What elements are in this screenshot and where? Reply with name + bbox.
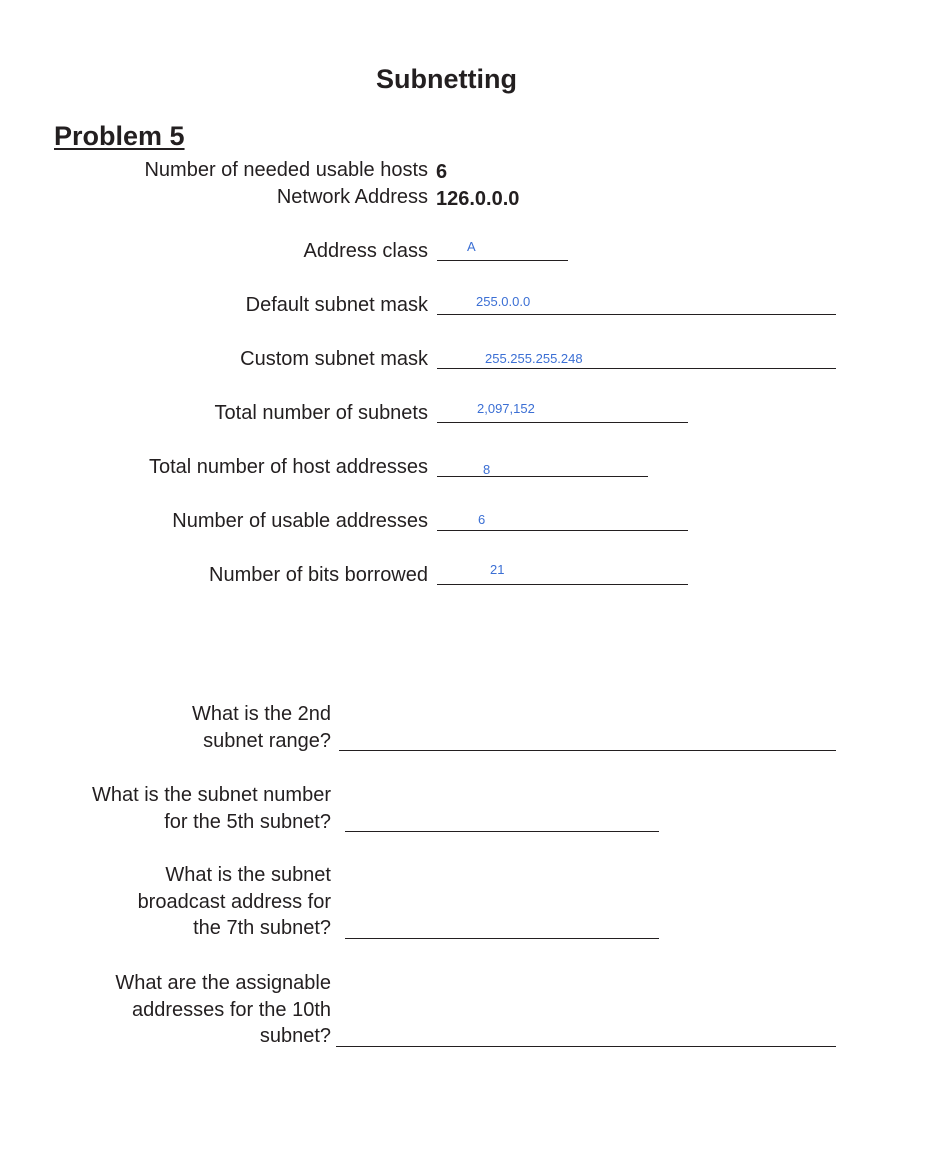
- address-class-answer-line[interactable]: [437, 260, 568, 261]
- total-subnets-answer-line[interactable]: [437, 422, 688, 423]
- needed-hosts-label: Number of needed usable hosts: [144, 159, 428, 181]
- address-class-label: Address class: [303, 240, 428, 262]
- bits-borrowed-answer[interactable]: 21: [490, 562, 505, 577]
- question-10th-subnet-assignable-answer-line[interactable]: [336, 1046, 836, 1047]
- custom-subnet-mask-label: Custom subnet mask: [240, 348, 428, 370]
- total-host-addresses-answer-line[interactable]: [437, 476, 648, 477]
- default-subnet-mask-answer[interactable]: 255.0.0.0: [476, 294, 531, 309]
- total-host-addresses-label: Total number of host addresses: [148, 456, 428, 478]
- usable-addresses-answer[interactable]: 6: [478, 512, 486, 527]
- default-subnet-mask-label: Default subnet mask: [245, 294, 428, 316]
- question-5th-subnet-number-answer-line[interactable]: [345, 831, 659, 832]
- page-title: Subnetting: [376, 64, 517, 94]
- total-subnets-label: Total number of subnets: [214, 402, 428, 424]
- question-7th-subnet-broadcast: What is the subnet broadcast address for the 7th subnet?: [137, 864, 331, 939]
- usable-addresses-answer-line[interactable]: [437, 530, 688, 531]
- network-address-value: 126.0.0.0: [436, 188, 520, 210]
- question-5th-subnet-number: What is the subnet number for the 5th subnet?: [91, 784, 331, 833]
- usable-addresses-label: Number of usable addresses: [172, 510, 428, 532]
- bits-borrowed-answer-line[interactable]: [437, 584, 688, 585]
- total-subnets-answer[interactable]: 2,097,152: [477, 401, 535, 416]
- question-7th-subnet-broadcast-answer-line[interactable]: [345, 938, 659, 939]
- total-host-addresses-answer[interactable]: 8: [483, 462, 491, 477]
- problem-heading: Problem 5: [54, 121, 185, 151]
- default-subnet-mask-answer-line[interactable]: [437, 314, 836, 315]
- needed-hosts-value: 6: [436, 161, 448, 183]
- question-2nd-subnet-range: What is the 2nd subnet range?: [192, 703, 331, 752]
- address-class-answer[interactable]: A: [467, 239, 476, 254]
- network-address-label: Network Address: [276, 186, 428, 208]
- custom-subnet-mask-answer-line[interactable]: [437, 368, 836, 369]
- custom-subnet-mask-answer[interactable]: 255.255.255.248: [485, 351, 583, 366]
- bits-borrowed-label: Number of bits borrowed: [209, 564, 428, 586]
- question-2nd-subnet-range-answer-line[interactable]: [339, 750, 836, 751]
- question-10th-subnet-assignable: What are the assignable addresses for the 10th subnet?: [115, 972, 331, 1047]
